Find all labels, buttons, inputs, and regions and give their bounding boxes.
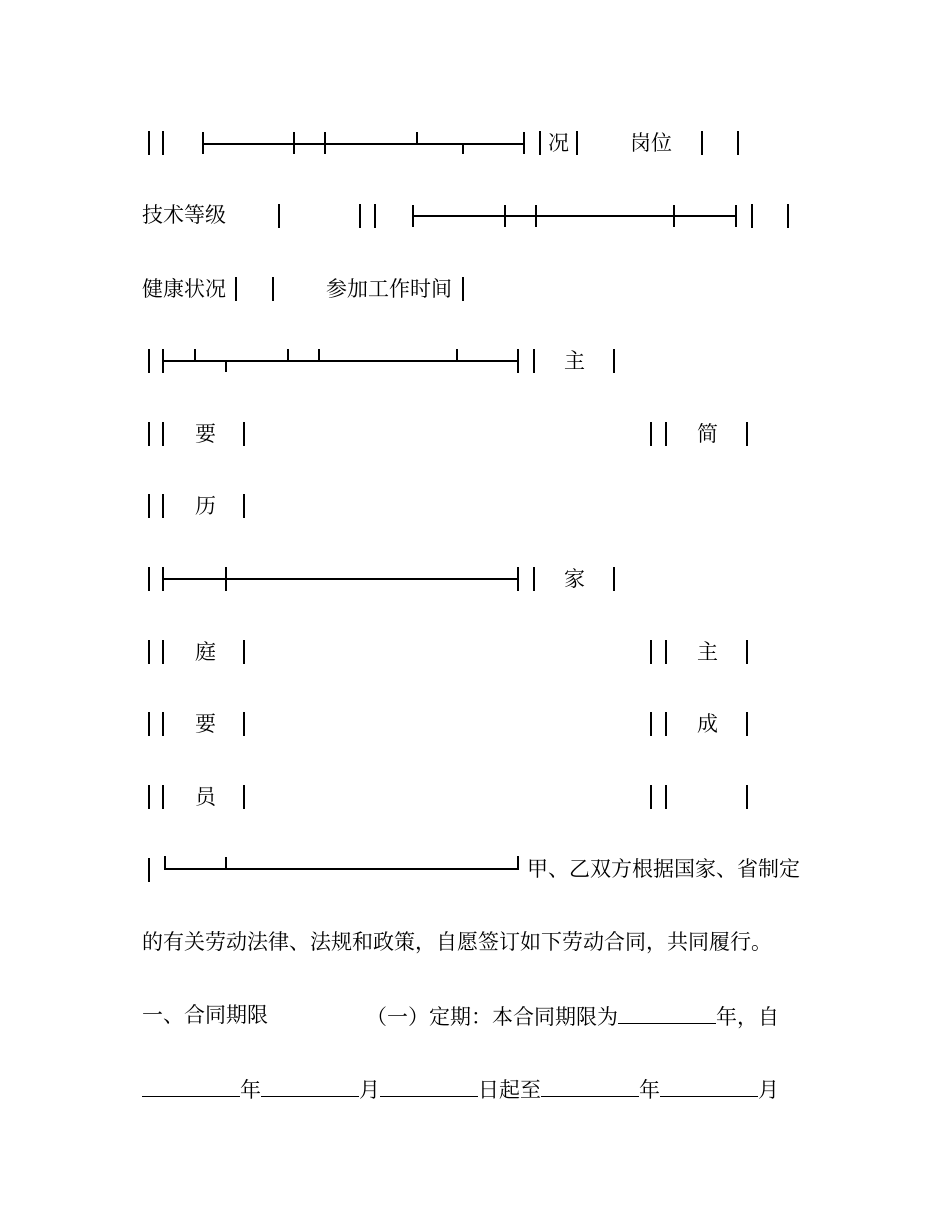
- table-border: [523, 132, 525, 154]
- table-border: [235, 277, 237, 301]
- table-border: [701, 131, 703, 155]
- table-border: [148, 422, 150, 446]
- table-tick: [287, 349, 289, 360]
- table-border: [650, 785, 652, 809]
- table-tick: [456, 349, 458, 360]
- date-unit: 年: [639, 1078, 660, 1102]
- contract-term-line: [366, 1003, 779, 1029]
- table-border: [162, 422, 164, 446]
- table-border: [162, 640, 164, 664]
- table-border: [148, 349, 150, 373]
- blank-field[interactable]: [380, 1076, 478, 1097]
- date-unit: 年: [240, 1078, 261, 1102]
- blank-field[interactable]: [541, 1076, 639, 1097]
- table-tick: [225, 360, 227, 372]
- table-tick: [225, 857, 227, 868]
- date-unit: 月: [758, 1078, 779, 1102]
- table-border: [359, 204, 361, 228]
- blank-field[interactable]: [618, 1003, 716, 1024]
- table-border: [533, 567, 535, 591]
- cell-text: 家: [564, 567, 585, 591]
- table-border: [148, 712, 150, 736]
- table-border: [148, 858, 150, 882]
- table-border: [162, 131, 164, 155]
- table-border: [650, 422, 652, 446]
- blank-field[interactable]: [142, 1076, 240, 1097]
- table-rule: [164, 868, 518, 870]
- table-border: [787, 204, 789, 228]
- table-border: [374, 204, 376, 228]
- table-border: [225, 567, 227, 591]
- term-suffix: 年，自: [716, 1005, 779, 1029]
- cell-text: 健康状况: [142, 277, 226, 301]
- cell-text: 简: [697, 422, 718, 446]
- table-rule: [164, 578, 518, 580]
- table-border: [737, 131, 739, 155]
- table-border: [412, 205, 414, 227]
- table-border: [746, 712, 748, 736]
- table-border: [504, 205, 506, 227]
- table-border: [746, 422, 748, 446]
- table-border: [673, 205, 675, 227]
- table-border: [293, 132, 295, 154]
- table-border: [613, 567, 615, 591]
- table-border: [665, 640, 667, 664]
- cell-text: 要: [195, 422, 216, 446]
- section-title: 一、合同期限: [142, 1003, 268, 1027]
- cell-text: 技术等级: [142, 203, 226, 227]
- table-border: [746, 785, 748, 809]
- cell-text: 岗位: [630, 131, 672, 155]
- table-border: [517, 349, 519, 373]
- table-border: [576, 131, 578, 155]
- table-border: [202, 132, 204, 154]
- table-border: [243, 712, 245, 736]
- blank-field[interactable]: [660, 1076, 758, 1097]
- table-border: [278, 204, 280, 228]
- table-border: [665, 712, 667, 736]
- table-border: [517, 567, 519, 591]
- cell-text: 况: [548, 131, 569, 155]
- table-border: [735, 205, 737, 227]
- table-border: [517, 856, 519, 870]
- cell-text: 主: [564, 349, 585, 373]
- table-border: [746, 640, 748, 664]
- date-unit: 日起至: [478, 1078, 541, 1102]
- table-border: [613, 349, 615, 373]
- table-border: [148, 494, 150, 518]
- table-border: [148, 131, 150, 155]
- table-rule: [164, 360, 518, 362]
- table-border: [148, 785, 150, 809]
- table-border: [665, 785, 667, 809]
- table-border: [243, 422, 245, 446]
- table-border: [535, 205, 537, 227]
- table-tick: [318, 349, 320, 360]
- table-border: [162, 785, 164, 809]
- table-border: [243, 785, 245, 809]
- cell-text: 成: [697, 712, 718, 736]
- table-border: [324, 132, 326, 154]
- table-border: [148, 567, 150, 591]
- table-border: [272, 277, 274, 301]
- table-border: [162, 494, 164, 518]
- date-range-line: [142, 1076, 779, 1102]
- table-tick: [462, 143, 464, 154]
- table-border: [462, 277, 464, 301]
- table-rule: [202, 143, 524, 145]
- table-tick: [194, 349, 196, 360]
- table-rule: [412, 215, 736, 217]
- table-border: [650, 712, 652, 736]
- term-prefix: （一）定期：本合同期限为: [366, 1005, 618, 1029]
- cell-text: 要: [195, 712, 216, 736]
- blank-field[interactable]: [261, 1076, 359, 1097]
- table-border: [650, 640, 652, 664]
- cell-text: 主: [697, 640, 718, 664]
- paragraph-line: 甲、乙双方根据国家、省制定: [527, 857, 800, 881]
- paragraph-line: 的有关劳动法律、法规和政策，自愿签订如下劳动合同，共同履行。: [142, 930, 772, 954]
- cell-text: 庭: [195, 640, 216, 664]
- table-border: [243, 640, 245, 664]
- table-border: [162, 712, 164, 736]
- table-border: [751, 204, 753, 228]
- table-border: [665, 422, 667, 446]
- table-border: [539, 131, 541, 155]
- table-border: [243, 494, 245, 518]
- cell-text: 参加工作时间: [326, 277, 452, 301]
- cell-text: 员: [195, 785, 216, 809]
- table-tick: [416, 132, 418, 143]
- table-border: [533, 349, 535, 373]
- date-unit: 月: [359, 1078, 380, 1102]
- table-border: [148, 640, 150, 664]
- cell-text: 历: [195, 494, 216, 518]
